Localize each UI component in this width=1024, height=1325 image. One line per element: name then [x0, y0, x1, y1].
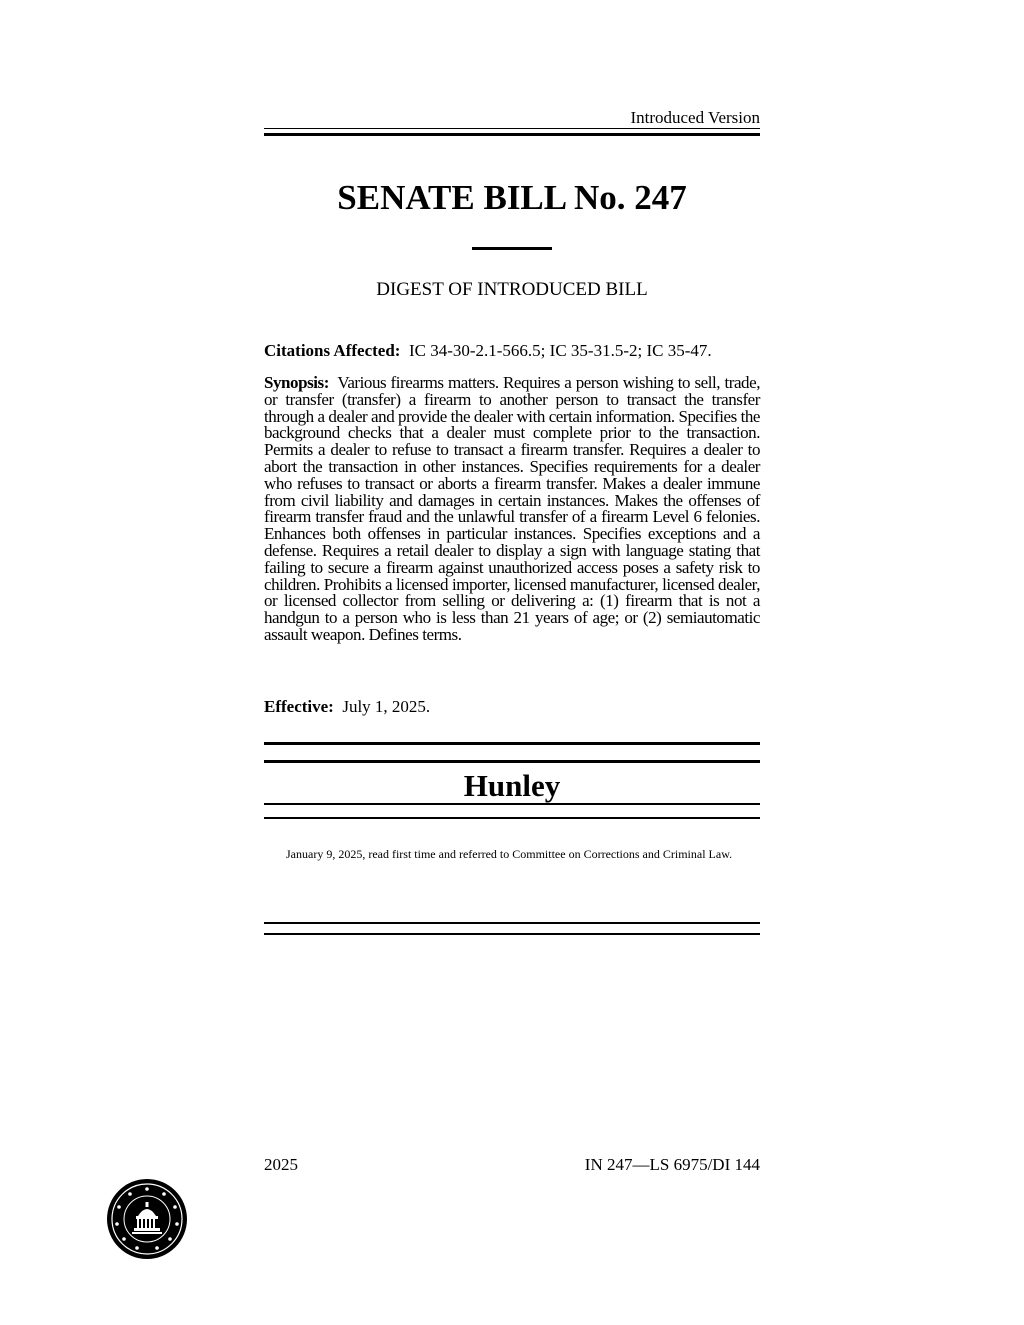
synopsis — [264, 375, 760, 644]
closing-rule-2 — [264, 933, 760, 935]
state-seal-icon — [106, 1178, 188, 1260]
header-rule-thick — [264, 133, 760, 136]
effective-date — [264, 697, 760, 717]
closing-rule-1 — [264, 922, 760, 924]
effective-value: July 1, 2025. — [342, 697, 431, 716]
author-rule-top-1 — [264, 742, 760, 745]
footer-document-id: IN 247—LS 6975/DI 144 — [584, 1155, 760, 1174]
author-rule-bottom-2 — [264, 817, 760, 819]
author-rule-top-2 — [264, 760, 760, 763]
author-rule-bottom-1 — [264, 803, 760, 805]
legislative-history: January 9, 2025, read first time and referred to Committee on Corrections and Criminal Law. — [286, 847, 733, 861]
citations-label: Citations Affected: — [264, 341, 401, 360]
citations-affected — [264, 341, 760, 361]
version-label: Introduced Version — [630, 108, 760, 127]
synopsis-text: Various firearms matters. Requires a person wishing to sell, trade, or transfer (transfer) a firearm to another person to transact the transfer through a dealer and provide the dealer with certain information. Specifies the background checks that a dealer must complete prior to the transaction. Permits a dealer to refuse to transact a firearm transfer. Requires a dealer to abort the transaction in other instances. Specifies requirements for a dealer who refuses to transact or aborts a firearm transfer. Makes a dealer immune from civil liability and damages in certain instances. Makes the offenses of firearm transfer fraud and the unlawful transfer of a firearm Level 6 felonies. Enhances both offenses in particular instances. Specifies exceptions and a defense. Requires a retail dealer to display a sign with language stating that failing to secure a firearm against unauthorized access poses a safety risk to children. Prohibits a licensed importer, licensed manufacturer, licensed dealer, or licensed collector from selling or delivering a: (1) firearm that is not a handgun to a person who is less than 21 years of age; or (2) semiautomatic assault weapon. Defines terms. — [264, 373, 760, 644]
digest-heading: DIGEST OF INTRODUCED BILL — [376, 279, 648, 300]
author-name: Hunley — [463, 768, 561, 803]
footer-year: 2025 — [264, 1155, 298, 1174]
header-rule-thin — [264, 128, 760, 129]
synopsis-label: Synopsis: — [264, 373, 329, 392]
citations-value: IC 34-30-2.1-566.5; IC 35-31.5-2; IC 35-47. — [408, 341, 712, 360]
bill-title: SENATE BILL No. 247 — [337, 178, 687, 217]
effective-label: Effective: — [264, 697, 334, 716]
title-divider — [472, 247, 552, 250]
